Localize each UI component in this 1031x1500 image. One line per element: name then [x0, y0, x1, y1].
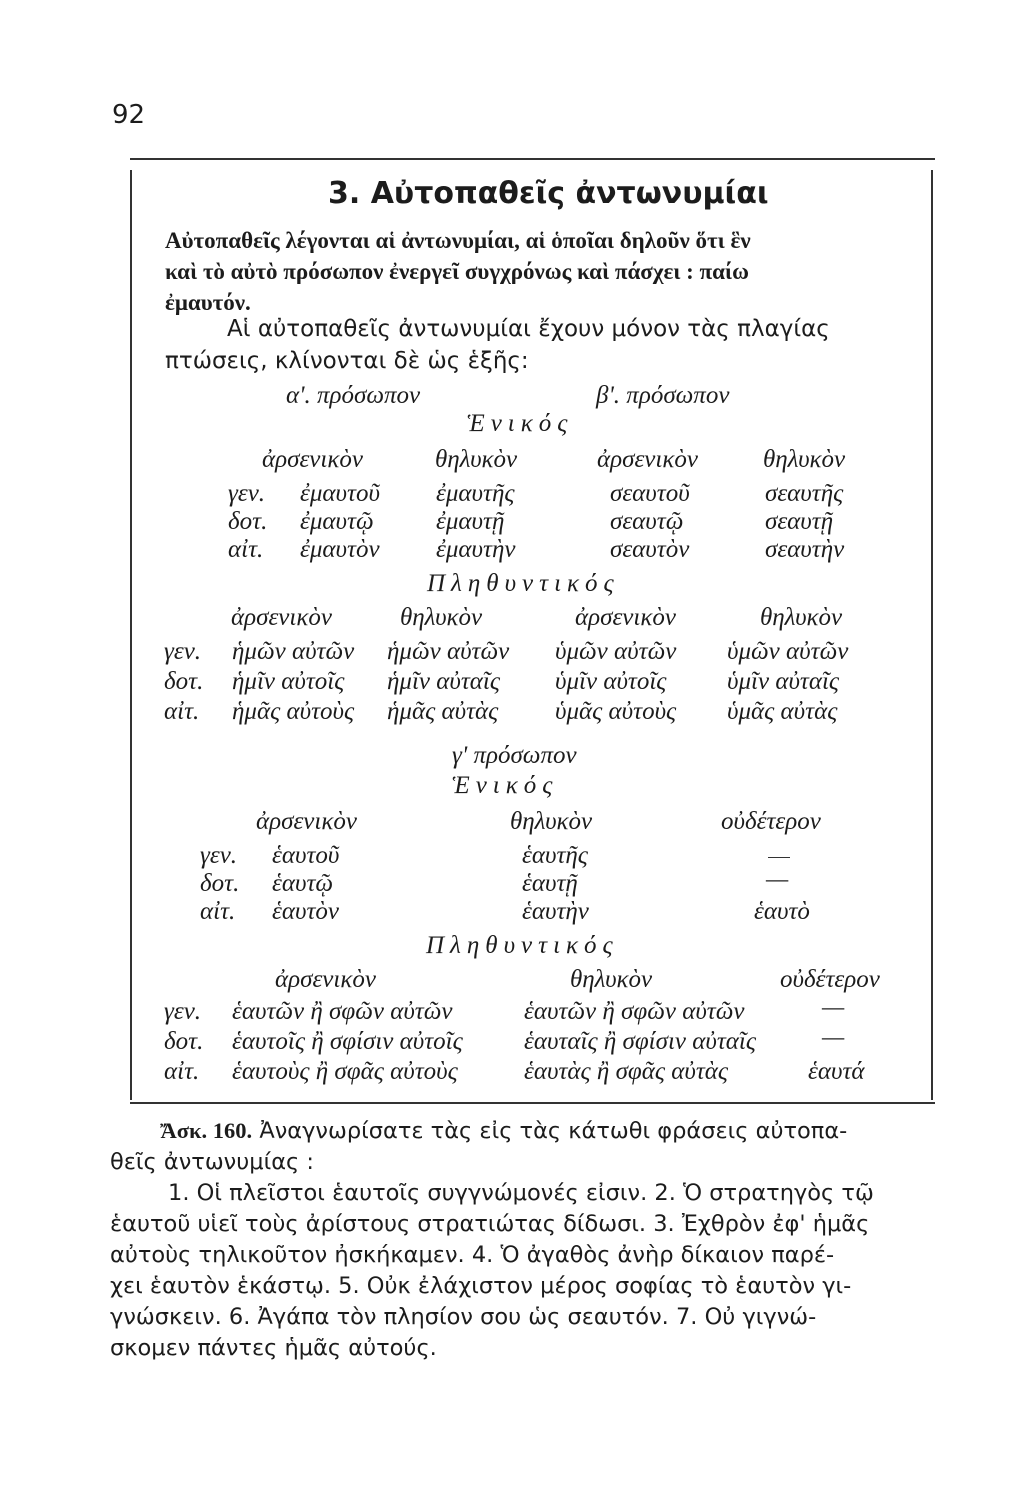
form-cell: ὑμᾶς αὐτὰς — [727, 698, 838, 725]
form-cell: ἐμαυτὸν — [300, 536, 380, 563]
header-masc-1: ἀρσενικὸν — [231, 604, 332, 631]
form-cell: ἑαυτοῖς ἢ σφίσιν αὐτοῖς — [232, 1028, 463, 1055]
case-label: αἰτ. — [164, 1058, 200, 1085]
header-fem-2: θηλυκὸν — [763, 446, 846, 473]
form-cell: ἐμαυτῆς — [436, 480, 515, 507]
person-1-heading: α'. πρόσωπον — [286, 382, 421, 409]
case-label: δοτ. — [164, 668, 204, 695]
case-label: δοτ. — [200, 870, 240, 897]
form-cell: ὑμῶν αὐτῶν — [555, 638, 677, 665]
form-cell: ἑαυτῇ — [522, 870, 578, 897]
form-cell: σεαυτὴν — [765, 536, 845, 563]
form-cell: ἡμῖν αὐτοῖς — [232, 668, 345, 695]
case-label: αἰτ. — [164, 698, 200, 725]
form-cell: ἑαυτῶν ἢ σφῶν αὐτῶν — [232, 998, 453, 1025]
exercise-sentence-line: γνώσκειν. 6. Ἀγάπα τὸν πλησίον σου ὡς σεαυτόν. 7. Οὐ γιγνώ- — [110, 1304, 817, 1330]
person-2-heading: β'. πρόσωπον — [596, 382, 730, 409]
form-cell: σεαυτοῦ — [610, 480, 690, 507]
definition-line: Αὐτοπαθεῖς λέγονται αἱ ἀντωνυμίαι, αἱ ὁποῖαι δηλοῦν ὅτι ἓν — [165, 228, 751, 253]
header-masc-2: ἀρσενικὸν — [575, 604, 676, 631]
intro-line: πτώσεις, κλίνονται δὲ ὡς ἑξῆς: — [165, 348, 529, 374]
singular-label-3: Ἑνικός — [452, 772, 559, 799]
form-cell: σεαυτῷ — [610, 508, 684, 535]
dash-mark — [768, 857, 790, 858]
exercise-label: Ἄσκ. 160. — [160, 1118, 253, 1143]
form-cell: ἑαυτῷ — [272, 870, 334, 897]
person-3-heading: γ' πρόσωπον — [452, 742, 577, 769]
case-label: δοτ. — [164, 1028, 204, 1055]
definition-line: ἐμαυτόν. — [165, 290, 251, 315]
form-cell: ἑαυτὰς ἢ σφᾶς αὐτὰς — [524, 1058, 729, 1085]
form-cell: σεαυτὸν — [610, 536, 690, 563]
form-cell: ὑμᾶς αὐτοὺς — [555, 698, 677, 725]
form-cell: ἡμᾶς αὐτοὺς — [232, 698, 355, 725]
form-cell: ἑαυτά — [808, 1058, 865, 1085]
definition-line: καὶ τὸ αὐτὸ πρόσωπον ἐνεργεῖ συγχρόνως καὶ πάσχει : παίω — [165, 259, 749, 284]
plural-label-12: Πληθυντικός — [427, 570, 620, 597]
form-cell: ἑαυτὸ — [754, 898, 810, 925]
header-masc-1: ἀρσενικὸν — [262, 446, 363, 473]
form-cell: ὑμῖν αὐταῖς — [727, 668, 840, 695]
case-label: αἰτ. — [200, 898, 236, 925]
form-cell: ἡμῶν αὐτῶν — [387, 638, 510, 665]
case-label: γεν. — [164, 638, 202, 665]
neuter-dash: — — [822, 1024, 845, 1051]
exercise — [110, 1115, 940, 1364]
form-cell: ἐμαυτοῦ — [300, 480, 380, 507]
singular-label-12: Ἑνικός — [467, 410, 574, 437]
section-title: 3. Αὐτοπαθεῖς ἀντωνυμίαι — [328, 176, 769, 211]
form-cell: ἐμαυτῇ — [436, 508, 505, 535]
header-fem-1: θηλυκὸν — [400, 604, 483, 631]
neuter-dash: — — [766, 866, 789, 893]
case-label: γεν. — [200, 842, 238, 869]
exercise-sentence-line: σκομεν πάντες ἡμᾶς αὐτούς. — [110, 1335, 437, 1361]
form-cell: ἑαυτὴν — [522, 898, 589, 925]
exercise-sentence-line: 1. Οἱ πλεῖστοι ἑαυτοῖς συγγνώμονές εἰσιν. 2. Ὁ στρατηγὸς τῷ — [168, 1180, 874, 1206]
neuter-dash: — — [822, 994, 845, 1021]
exercise-line — [110, 1115, 940, 1147]
header-masc-3: ἀρσενικὸν — [275, 966, 376, 993]
header-masc-3: ἀρσενικὸν — [256, 808, 357, 835]
intro-paragraph — [165, 313, 905, 377]
intro-line: Αἱ αὐτοπαθεῖς ἀντωνυμίαι ἔχουν μόνον τὰς πλαγίας — [227, 316, 830, 342]
exercise-sentence-line: ἑαυτοῦ υἱεῖ τοὺς ἀρίστους στρατιώτας δίδωσι. 3. Ἐχθρὸν ἐφ' ἡμᾶς — [110, 1211, 870, 1237]
form-cell: ἑαυτῶν ἢ σφῶν αὐτῶν — [524, 998, 745, 1025]
form-cell: ἐμαυτὴν — [436, 536, 516, 563]
header-fem-3: θηλυκὸν — [570, 966, 653, 993]
page-number: 92 — [112, 100, 146, 130]
case-label: γεν. — [228, 480, 266, 507]
case-label: αἰτ. — [228, 536, 264, 563]
exercise-line: θεῖς ἀντωνυμίας : — [110, 1149, 314, 1175]
header-neut-3: οὐδέτερον — [721, 808, 821, 835]
form-cell: ἑαυταῖς ἢ σφίσιν αὐταῖς — [524, 1028, 756, 1055]
form-cell: ἡμῶν αὐτῶν — [232, 638, 355, 665]
form-cell: ἑαυτῆς — [522, 842, 588, 869]
form-cell: ὑμῶν αὐτῶν — [727, 638, 849, 665]
header-fem-1: θηλυκὸν — [435, 446, 518, 473]
form-cell: ὑμῖν αὐτοῖς — [555, 668, 667, 695]
case-label: γεν. — [164, 998, 202, 1025]
form-cell: ἐμαυτῷ — [300, 508, 374, 535]
form-cell: ἑαυτοὺς ἢ σφᾶς αὐτοὺς — [232, 1058, 458, 1085]
plural-label-3: Πληθυντικός — [426, 932, 619, 959]
exercise-sentence-line: χει ἑαυτὸν ἑκάστῳ. 5. Οὐκ ἐλάχιστον μέρος σοφίας τὸ ἑαυτὸν γι- — [110, 1273, 852, 1299]
form-cell: ἑαυτοῦ — [272, 842, 340, 869]
header-fem-3: θηλυκὸν — [510, 808, 593, 835]
case-label: δοτ. — [228, 508, 268, 535]
header-fem-2: θηλυκὸν — [760, 604, 843, 631]
definition-paragraph — [165, 225, 905, 318]
header-masc-2: ἀρσενικὸν — [597, 446, 698, 473]
form-cell: ἑαυτὸν — [272, 898, 339, 925]
form-cell: σεαυτῇ — [765, 508, 834, 535]
form-cell: ἡμᾶς αὐτὰς — [387, 698, 499, 725]
exercise-sentence-line: αὐτοὺς τηλικοῦτον ἠσκήκαμεν. 4. Ὁ ἀγαθὸς ἀνὴρ δίκαιον παρέ- — [110, 1242, 835, 1268]
form-cell: ἡμῖν αὐταῖς — [387, 668, 501, 695]
form-cell: σεαυτῆς — [765, 480, 844, 507]
exercise-instruction: Ἀναγνωρίσατε τὰς εἰς τὰς κάτωθι φράσεις αὐτοπα- — [259, 1118, 848, 1144]
header-neut-3: οὐδέτερον — [780, 966, 880, 993]
